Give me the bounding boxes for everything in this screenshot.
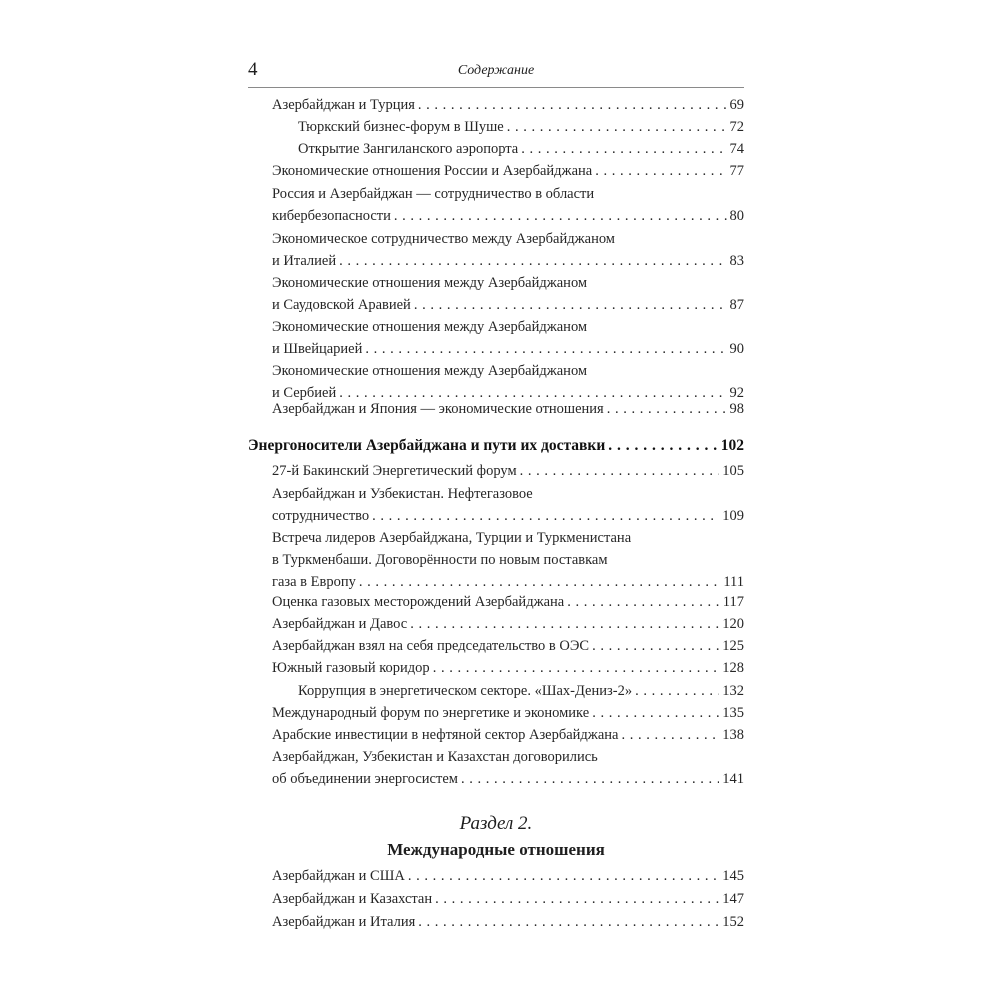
dot-leader (372, 505, 719, 527)
toc-entry-page: 147 (722, 891, 744, 907)
toc-entry-page: 109 (722, 508, 744, 524)
dot-leader (339, 250, 726, 272)
toc-entry-page: 135 (722, 705, 744, 721)
toc-entry-leader-row (272, 635, 744, 657)
toc-entry-title-line: сотрудничество (272, 508, 370, 524)
dot-leader (621, 724, 719, 746)
toc-entry-title-line: и Швейцарией (272, 341, 363, 357)
toc-entry-page: 152 (722, 914, 744, 930)
toc-entry-leader-row (272, 250, 744, 272)
toc-entry-title-line: Южный газовый коридор (272, 660, 430, 676)
toc-entry-title-line: Россия и Азербайджан — сотрудничество в области (272, 186, 595, 202)
toc-entry-leader-row (298, 138, 744, 160)
toc-entry (272, 160, 744, 182)
toc-entry-leader-row (272, 768, 744, 790)
toc-entry (298, 680, 744, 702)
toc-entry (272, 527, 744, 593)
toc-entry-page: 80 (729, 208, 744, 224)
toc-entry (272, 613, 744, 635)
toc-entry-title-line: Экономические отношения между Азербайджаном (272, 363, 588, 379)
toc-entry (272, 398, 744, 420)
toc-entry-title-line: и Италией (272, 253, 337, 269)
toc-entry-title-line: Встреча лидеров Азербайджана, Турции и Туркменистана (272, 530, 632, 546)
dot-leader (433, 657, 720, 679)
dot-leader (592, 635, 719, 657)
toc-entry-leader-row (272, 724, 744, 746)
toc-entry-page: 90 (729, 341, 744, 357)
toc-entry (272, 635, 744, 657)
toc-entry-leader-row (248, 435, 744, 457)
toc-entry-page: 105 (722, 463, 744, 479)
toc-entry-leader-row (272, 338, 744, 360)
toc-entry-title-line: Оценка газовых месторождений Азербайджана (272, 594, 565, 610)
dot-leader (461, 768, 719, 790)
section-label: Раздел 2. (459, 813, 533, 834)
toc-entry-title-line: Международный форум по энергетике и экономике (272, 705, 590, 721)
toc-entry-page: 117 (722, 594, 744, 610)
toc-entry-title-line: 27-й Бакинский Энергетический форум (272, 463, 517, 479)
page-number: 4 (248, 59, 258, 80)
dot-leader (435, 888, 719, 910)
toc-entry (272, 888, 744, 910)
toc-entry-title-line: Азербайджан, Узбекистан и Казахстан договорились (272, 749, 598, 765)
dot-leader (608, 435, 717, 457)
toc-entry-title-line: Азербайджан и Турция (272, 97, 415, 113)
dot-leader (359, 571, 720, 593)
toc-entry-title-line: Тюркский бизнес-форум в Шуше (298, 119, 504, 135)
toc-entry-leader-row (272, 94, 744, 116)
toc-entry-title-line: об объединении энергосистем (272, 771, 458, 787)
toc-entry (272, 911, 744, 933)
toc-entry-title-line: Азербайджан и Япония — экономические отношения (272, 401, 604, 417)
toc-entry-title-line: Экономические отношения России и Азербайджана (272, 163, 593, 179)
toc-entry-leader-row (272, 460, 744, 482)
toc-entry-leader-row (272, 591, 744, 613)
dot-leader (418, 911, 719, 933)
toc-entry-title-line: Азербайджан и Узбекистан. Нефтегазовое (272, 486, 533, 502)
toc-entry-leader-row (272, 160, 744, 182)
dot-leader (635, 680, 719, 702)
running-title: Содержание (457, 63, 535, 78)
toc-entry-title-line: Энергоносители Азербайджана и пути их доставки (248, 437, 606, 454)
toc-entry-title-line: Коррупция в энергетическом секторе. «Шах-Дениз-2» (298, 683, 633, 699)
toc-entry (272, 228, 744, 272)
dot-leader (520, 460, 720, 482)
toc-entry-title-line: и Саудовской Аравией (272, 297, 411, 313)
dot-leader (507, 116, 727, 138)
dot-leader (592, 702, 719, 724)
toc-entry-title-line: Открытие Зангиланского аэропорта (298, 141, 519, 157)
toc-entry-page: 102 (720, 437, 744, 454)
toc-entry-leader-row (272, 702, 744, 724)
toc-entry-page: 83 (729, 253, 744, 269)
toc-entry (272, 591, 744, 613)
toc-entry-leader-row (298, 680, 744, 702)
toc-entry-title-line: Азербайджан и Италия (272, 914, 416, 930)
dot-leader (365, 338, 726, 360)
page-header (248, 55, 744, 88)
toc-entry-title-line: Азербайджан и Давос (272, 616, 408, 632)
toc-entry-title-line: Экономические отношения между Азербайджаном (272, 275, 588, 291)
toc-entry-leader-row (272, 613, 744, 635)
toc-entry-leader-row (272, 505, 744, 527)
toc-entry-page: 132 (722, 683, 744, 699)
dot-leader (607, 398, 727, 420)
toc-entry-page: 145 (722, 868, 744, 884)
toc-entry-page: 141 (722, 771, 744, 787)
toc-entry (272, 94, 744, 116)
dot-leader (521, 138, 726, 160)
toc-entry-title-line: Экономическое сотрудничество между Азербайджаном (272, 231, 615, 247)
toc-entry-page: 92 (729, 385, 744, 401)
toc-entry-page: 69 (729, 97, 744, 113)
toc-entry-leader-row (272, 294, 744, 316)
toc-entry-title-line: в Туркменбаши. Договорённости по новым поставкам (272, 552, 608, 568)
toc-entry (272, 460, 744, 482)
toc-chapter-entry (248, 435, 744, 457)
dot-leader (408, 865, 719, 887)
toc-entry-leader-row (272, 911, 744, 933)
toc-entry-leader-row (298, 116, 744, 138)
toc-entry (272, 657, 744, 679)
section-title: Международные отношения (387, 840, 605, 859)
toc-entry (272, 272, 744, 316)
toc-entry (298, 138, 744, 160)
toc-entry-leader-row (272, 571, 744, 593)
toc-entry (272, 483, 744, 527)
toc-entry (272, 724, 744, 746)
toc-entry (272, 316, 744, 360)
dot-leader (418, 94, 727, 116)
toc-entry (272, 702, 744, 724)
dot-leader (394, 205, 727, 227)
dot-leader (410, 613, 719, 635)
toc-entry-title-line: Азербайджан взял на себя председательство в ОЭС (272, 638, 590, 654)
toc-entry-page: 72 (729, 119, 744, 135)
toc-entry-page: 87 (729, 297, 744, 313)
toc-entry-title-line: газа в Европу (272, 574, 356, 590)
toc-entry-leader-row (272, 205, 744, 227)
toc-entry-leader-row (272, 657, 744, 679)
toc-entry-title-line: Экономические отношения между Азербайджаном (272, 319, 588, 335)
toc-entry-page: 128 (722, 660, 744, 676)
toc-entry (272, 746, 744, 790)
toc-entry-title-line: Азербайджан и Казахстан (272, 891, 433, 907)
toc-entry-page: 125 (722, 638, 744, 654)
toc-entry (272, 865, 744, 887)
toc-entry-page: 74 (729, 141, 744, 157)
toc-entry-page: 77 (729, 163, 744, 179)
toc-entry-page: 111 (723, 574, 744, 590)
toc-entry-leader-row (272, 865, 744, 887)
toc-entry-leader-row (272, 398, 744, 420)
toc-entry (298, 116, 744, 138)
toc-entry-leader-row (272, 888, 744, 910)
toc-entry-page: 98 (729, 401, 744, 417)
dot-leader (414, 294, 727, 316)
toc-entry-title-line: и Сербией (272, 385, 337, 401)
toc-entry-page: 138 (722, 727, 744, 743)
toc-entry-title-line: кибербезопасности (272, 208, 391, 224)
toc-entry-title-line: Азербайджан и США (272, 868, 405, 884)
dot-leader (567, 591, 720, 613)
dot-leader (595, 160, 726, 182)
toc-entry-title-line: Арабские инвестиции в нефтяной сектор Азербайджана (272, 727, 619, 743)
toc-entry (272, 183, 744, 227)
toc-entry-page: 120 (722, 616, 744, 632)
